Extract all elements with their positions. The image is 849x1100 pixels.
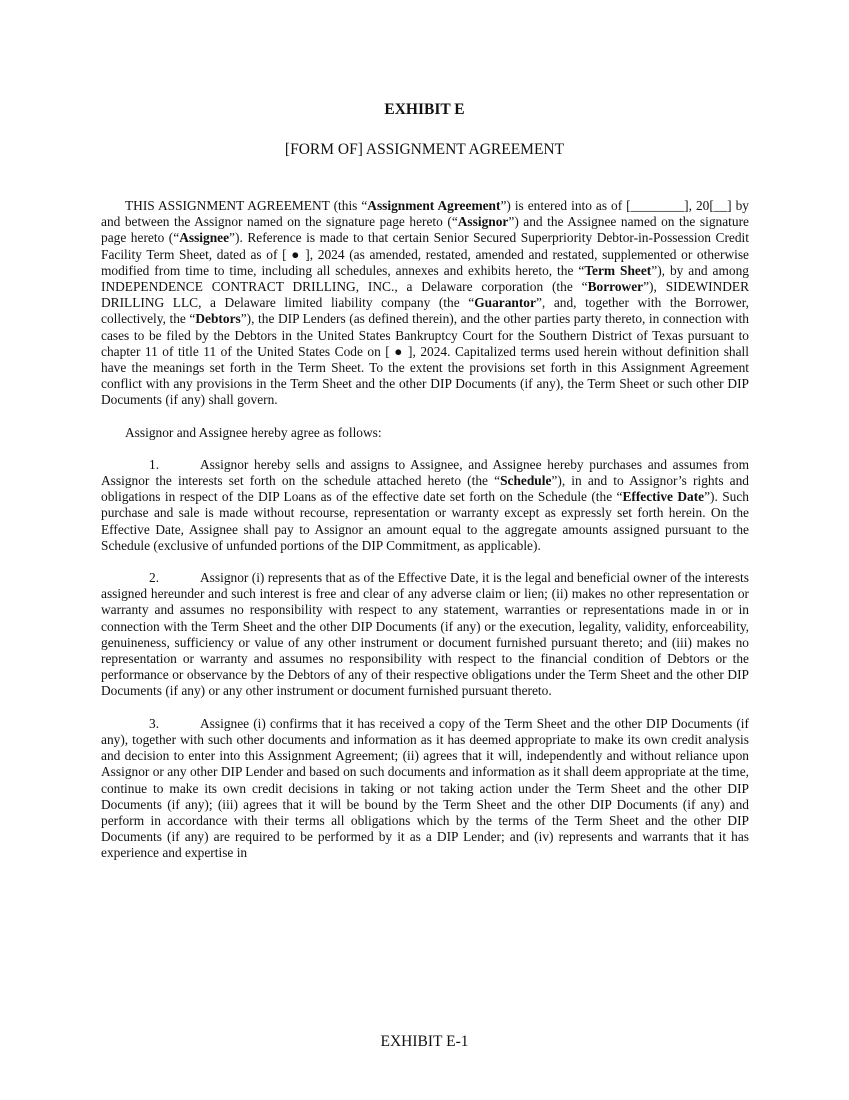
section-1-paragraph: 1. Assignor hereby sells and assigns to Assignee, and Assignee hereby purchases and assumes from Assignor the interests set forth on the schedule attached hereto (the “Schedule”), in and to Assignor’s rights and obligations in respect of the DIP Loans as of the effective date set forth on the Schedule (the “Effective Date”). Such purchase and sale is made without recourse, representation or warranty except as expressly set forth herein. On the Effective Date, Assignee shall pay to Assignor an amount equal to the aggregate amounts assigned pursuant to the Schedule (exclusive of unfunded portions of the DIP Commitment, as applicable). bbox=[101, 456, 749, 553]
section-number: 3. bbox=[149, 715, 160, 731]
section-2-paragraph: 2. Assignor (i) represents that as of the Effective Date, it is the legal and beneficial owner of the interests assigned hereunder and such interest is free and clear of any adverse claim or lien; (ii) makes no other representation or warranty and assumes no responsibility with respect to any statement, warranties or representations made in or in connection with the Term Sheet and the other DIP Documents (if any) or the execution, legality, validity, enforceability, genuineness, sufficiency or value of any other instrument or document furnished pursuant thereto; and (iii) makes no representation or warranty and assumes no responsibility with respect to the financial condition of Debtors or the performance or observance by the Debtors of any of their respective obligations under the Term Sheet and the other DIP Documents (if any) or any other instrument or document furnished pursuant thereto. bbox=[101, 570, 749, 699]
section-number: 1. bbox=[149, 456, 160, 472]
section-number: 2. bbox=[149, 570, 160, 586]
page-footer: EXHIBIT E-1 bbox=[380, 1033, 469, 1050]
document-title: [FORM OF] ASSIGNMENT AGREEMENT bbox=[284, 141, 565, 158]
document-body bbox=[101, 198, 749, 878]
agreement-statement: Assignor and Assignee hereby agree as follows: bbox=[125, 424, 382, 440]
exhibit-heading: EXHIBIT E bbox=[384, 101, 465, 118]
section-3-paragraph: 3. Assignee (i) confirms that it has received a copy of the Term Sheet and the other DIP Documents (if any), together with such other documents and information as it has deemed appropriate to make its own credit analysis and decision to enter into this Assignment Agreement; (ii) agrees that it will, independently and without reliance upon Assignor or any other DIP Lender and based on such documents and information as it shall deem appropriate at the time, continue to make its own credit decisions in taking or not taking action under the Term Sheet and the other DIP Documents (if any); (iii) agrees that it will be bound by the Term Sheet and the other DIP Documents (if any) and perform in accordance with their terms all obligations which by the terms of the Term Sheet and the other DIP Documents (if any) are required to be performed by it as a DIP Lender; and (iv) represents and warrants that it has experience and expertise in bbox=[101, 715, 749, 861]
intro-paragraph: THIS ASSIGNMENT AGREEMENT (this “Assignment Agreement”) is entered into as of [________], 20[__] by and between the Assignor named on the signature page hereto (“Assignor”) and the Assignee named on the signature page hereto (“Assignee”). Reference is made to that certain Senior Secured Superpriority Debtor-in-Possession Credit Facility Term Sheet, dated as of [ ● ], 2024 (as amended, restated, amended and restated, supplemented or otherwise modified from time to time, including all schedules, annexes and exhibits hereto, the “Term Sheet”), by and among INDEPENDENCE CONTRACT DRILLING, INC., a Delaware corporation (the “Borrower”), SIDEWINDER DRILLING LLC, a Delaware limited liability company (the “Guarantor”, and, together with the Borrower, collectively, the “Debtors”), the DIP Lenders (as defined therein), and the other parties party thereto, in connection with cases to be filed by the Debtors in the United States Bankruptcy Court for the Southern District of Texas pursuant to chapter 11 of title 11 of the United States Code on [ ● ], 2024. Capitalized terms used herein without definition shall have the meanings set forth in the Term Sheet. To the extent the provisions set forth in this Assignment Agreement conflict with any provisions in the Term Sheet and the other DIP Documents (if any), the Term Sheet or such other DIP Documents (if any) shall govern. bbox=[101, 198, 750, 408]
